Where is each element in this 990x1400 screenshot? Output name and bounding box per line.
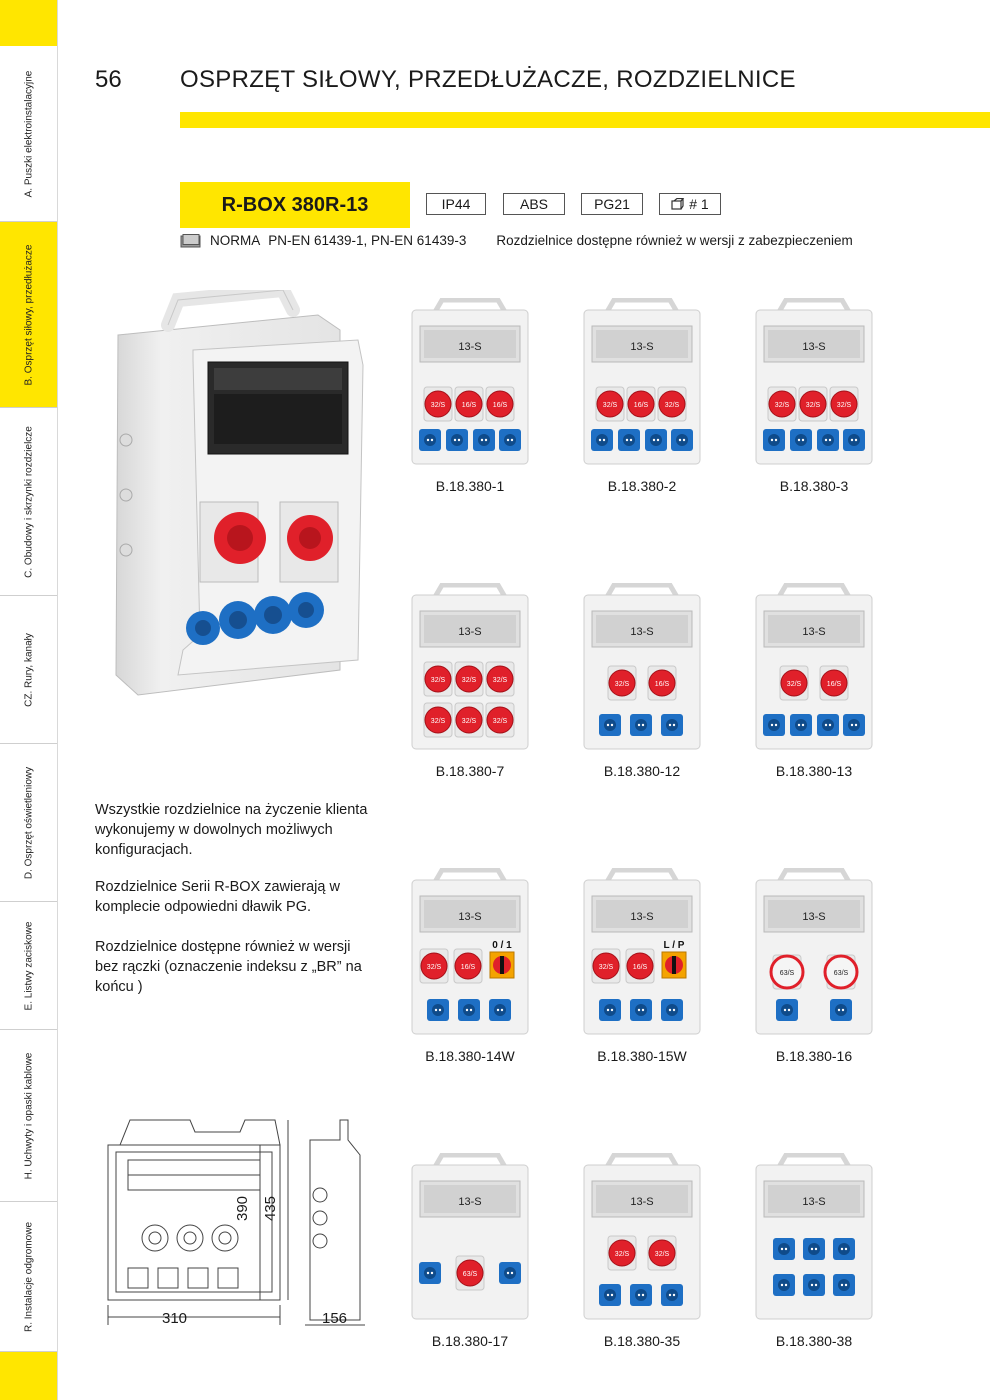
variant-code: B.18.380-35 (603, 1333, 681, 1349)
blue-socket (671, 429, 693, 451)
socket-rating-label: 63/S (779, 970, 795, 977)
red-socket (648, 1236, 676, 1270)
page-title: OSPRZĘT SIŁOWY, PRZEDŁUŻACZE, ROZDZIELNICE (180, 66, 796, 93)
blue-socket (661, 714, 683, 736)
red-socket (454, 949, 482, 983)
red-socket (486, 703, 514, 737)
sidebar-tab-h[interactable] (0, 1030, 57, 1202)
variant-code: B.18.380-15W (597, 1048, 687, 1064)
package-icon (671, 198, 685, 210)
socket-rating-label: 32/S (786, 681, 802, 688)
blue-socket (630, 999, 652, 1021)
red-socket (424, 703, 452, 737)
blue-socket (776, 999, 798, 1021)
product-photo (108, 290, 378, 710)
socket-rating-label: 63/S (833, 970, 849, 977)
variant-code: B.18.380-1 (435, 478, 505, 494)
box-type-label: 13-S (802, 341, 826, 353)
red-socket (780, 666, 808, 700)
red-socket (768, 387, 796, 421)
sidebar-tab-a[interactable] (0, 46, 57, 222)
variant-code: B.18.380-12 (603, 763, 681, 779)
socket-rating-label: 32/S (430, 402, 446, 409)
socket-rating-label: 32/S (664, 402, 680, 409)
box-type-label: 13-S (802, 1196, 826, 1208)
socket-rating-label: 32/S (598, 964, 614, 971)
sidebar-tab-label: E. Listwy zaciskowe (23, 921, 34, 1010)
socket-rating-label: 32/S (614, 1251, 630, 1258)
blue-socket (599, 1284, 621, 1306)
variant-box (754, 1153, 874, 1321)
socket-rating-label: 32/S (492, 718, 508, 725)
socket-rating-label: 16/S (632, 964, 648, 971)
sidebar-bottom-accent (0, 1352, 57, 1400)
red-socket (455, 703, 483, 737)
socket-rating-label: 32/S (654, 1251, 670, 1258)
variant-code: B.18.380-7 (435, 763, 505, 779)
box-type-label: 13-S (458, 1196, 482, 1208)
white-socket-63 (771, 955, 803, 989)
socket-rating-label: 32/S (492, 677, 508, 684)
blue-socket (763, 429, 785, 451)
sidebar-tab-cz[interactable] (0, 596, 57, 744)
variant-box (410, 583, 530, 751)
socket-rating-label: 16/S (460, 964, 476, 971)
socket-rating-label: 32/S (774, 402, 790, 409)
sidebar-tab-label: D. Osprzęt oświetleniowy (23, 766, 34, 879)
description-no-handle: Rozdzielnice dostępne również w wersji bez rączki (oznaczenie indeksu z „BR” na końcu ) (95, 939, 362, 995)
variant-code: B.18.380-14W (425, 1048, 515, 1064)
blue-socket (458, 999, 480, 1021)
tag-package (659, 193, 721, 215)
switch-position-label: L / P (663, 940, 685, 951)
blue-socket (790, 429, 812, 451)
dimension-depth: 156 (322, 1310, 348, 1327)
tag-material: ABS (503, 193, 565, 215)
red-socket (486, 387, 514, 421)
socket-rating-label: 16/S (461, 402, 477, 409)
red-socket (626, 949, 654, 983)
sidebar-tab-label: C. Obudowy i skrzynki rozdzielcze (23, 425, 34, 578)
box-type-label: 13-S (802, 911, 826, 923)
rotary-switch (490, 940, 514, 978)
red-socket (455, 662, 483, 696)
blue-socket (499, 429, 521, 451)
blue-socket (645, 429, 667, 451)
blue-socket (630, 714, 652, 736)
dimension-height-total: 435 (262, 1195, 280, 1222)
red-socket (420, 949, 448, 983)
rotary-switch (662, 940, 686, 978)
red-socket (648, 666, 676, 700)
box-type-label: 13-S (458, 626, 482, 638)
box-type-label: 13-S (458, 911, 482, 923)
socket-rating-label: 16/S (633, 402, 649, 409)
norma-label: NORMA (210, 233, 261, 248)
variant-code: B.18.380-38 (775, 1333, 853, 1349)
box-type-label: 13-S (630, 341, 654, 353)
product-title: R-BOX 380R-13 (221, 194, 369, 216)
blue-socket (446, 429, 468, 451)
sidebar-top-accent (0, 0, 57, 46)
variant-box (754, 298, 874, 466)
norma-value: PN-EN 61439-1, PN-EN 61439-3 (268, 233, 467, 248)
socket-rating-label: 32/S (461, 677, 477, 684)
package-quantity: # 1 (689, 196, 709, 212)
socket-rating-label: 63/S (462, 1271, 478, 1278)
blue-socket (830, 999, 852, 1021)
socket-rating-label: 16/S (654, 681, 670, 688)
socket-rating-label: 16/S (492, 402, 508, 409)
tag-gland: PG21 (581, 193, 643, 215)
sidebar-tab-r[interactable] (0, 1202, 57, 1352)
blue-socket (773, 1238, 795, 1260)
dimension-height-inner: 390 (234, 1195, 252, 1222)
blue-socket (618, 429, 640, 451)
sidebar-tab-label: CZ. Rury, kanały (23, 632, 34, 707)
red-socket (627, 387, 655, 421)
blue-socket (763, 714, 785, 736)
sidebar-tab-d[interactable] (0, 744, 57, 902)
blue-socket (843, 429, 865, 451)
red-socket (424, 387, 452, 421)
blue-socket (803, 1274, 825, 1296)
variant-box (582, 583, 702, 751)
variant-code: B.18.380-16 (775, 1048, 853, 1064)
description-pg-gland: Rozdzielnice Serii R-BOX zawierają w komplecie odpowiedni dławik PG. (95, 879, 340, 915)
sidebar-tab-label: B. Osprzęt siłowy, przedłużacze (23, 244, 34, 385)
blue-socket (489, 999, 511, 1021)
variant-code: B.18.380-17 (431, 1333, 509, 1349)
red-socket (596, 387, 624, 421)
variant-box (582, 1153, 702, 1321)
red-socket (608, 1236, 636, 1270)
variant-box (410, 1153, 530, 1321)
box-type-label: 13-S (630, 626, 654, 638)
variant-code: B.18.380-13 (775, 763, 853, 779)
blue-socket (661, 999, 683, 1021)
technical-drawing-side (300, 1115, 370, 1340)
blue-socket (630, 1284, 652, 1306)
blue-socket (473, 429, 495, 451)
blue-socket (661, 1284, 683, 1306)
red-socket (424, 662, 452, 696)
product-title-box (180, 182, 410, 228)
section-sidebar (0, 0, 58, 1400)
variant-box (410, 868, 530, 1036)
socket-rating-label: 32/S (805, 402, 821, 409)
blue-socket (803, 1238, 825, 1260)
box-type-label: 13-S (630, 1196, 654, 1208)
blue-socket (591, 429, 613, 451)
sidebar-tab-label: A. Puszki elektroinstalacyjne (23, 70, 34, 197)
sidebar-tab-e[interactable] (0, 902, 57, 1030)
variant-box (754, 868, 874, 1036)
norm-book-icon (180, 234, 202, 248)
socket-rating-label: 32/S (430, 677, 446, 684)
header-accent-bar (180, 112, 990, 128)
socket-rating-label: 32/S (836, 402, 852, 409)
switch-position-label: 0 / 1 (492, 940, 512, 951)
red-socket (820, 666, 848, 700)
sidebar-tab-label: R. Instalacje odgromowe (23, 1221, 34, 1332)
red-socket (608, 666, 636, 700)
socket-rating-label: 32/S (614, 681, 630, 688)
sidebar-tab-b[interactable] (0, 222, 57, 408)
variant-box (582, 298, 702, 466)
variant-box (582, 868, 702, 1036)
blue-socket (833, 1238, 855, 1260)
socket-rating-label: 32/S (461, 718, 477, 725)
red-socket (658, 387, 686, 421)
blue-socket (427, 999, 449, 1021)
blue-socket (833, 1274, 855, 1296)
tag-ip: IP44 (426, 193, 486, 215)
blue-socket (419, 1262, 441, 1284)
socket-rating-label: 16/S (826, 681, 842, 688)
blue-socket (419, 429, 441, 451)
dimension-width: 310 (162, 1310, 188, 1327)
red-socket (830, 387, 858, 421)
red-socket (592, 949, 620, 983)
blue-socket (817, 429, 839, 451)
sidebar-tab-label: H. Uchwyty i opaski kablowe (23, 1052, 34, 1179)
blue-socket (790, 714, 812, 736)
red-socket (799, 387, 827, 421)
red-socket (455, 387, 483, 421)
box-type-label: 13-S (630, 911, 654, 923)
blue-socket (773, 1274, 795, 1296)
red-socket (456, 1256, 484, 1290)
variant-code: B.18.380-3 (779, 478, 849, 494)
variant-box (410, 298, 530, 466)
description-configurations: Wszystkie rozdzielnice na życzenie klienta wykonujemy w dowolnych możliwych konfiguracjach. (95, 802, 368, 858)
box-type-label: 13-S (458, 341, 482, 353)
blue-socket (843, 714, 865, 736)
box-type-label: 13-S (802, 626, 826, 638)
norma-row (180, 233, 853, 248)
socket-rating-label: 32/S (430, 718, 446, 725)
blue-socket (599, 714, 621, 736)
white-socket-63 (825, 955, 857, 989)
variant-code: B.18.380-2 (607, 478, 677, 494)
socket-rating-label: 32/S (602, 402, 618, 409)
blue-socket (599, 999, 621, 1021)
variant-box (754, 583, 874, 751)
blue-socket (817, 714, 839, 736)
blue-socket (499, 1262, 521, 1284)
norma-note: Rozdzielnice dostępne również w wersji z zabezpieczeniem (496, 233, 853, 248)
page-number: 56 (95, 66, 122, 93)
sidebar-tab-c[interactable] (0, 408, 57, 596)
red-socket (486, 662, 514, 696)
socket-rating-label: 32/S (426, 964, 442, 971)
